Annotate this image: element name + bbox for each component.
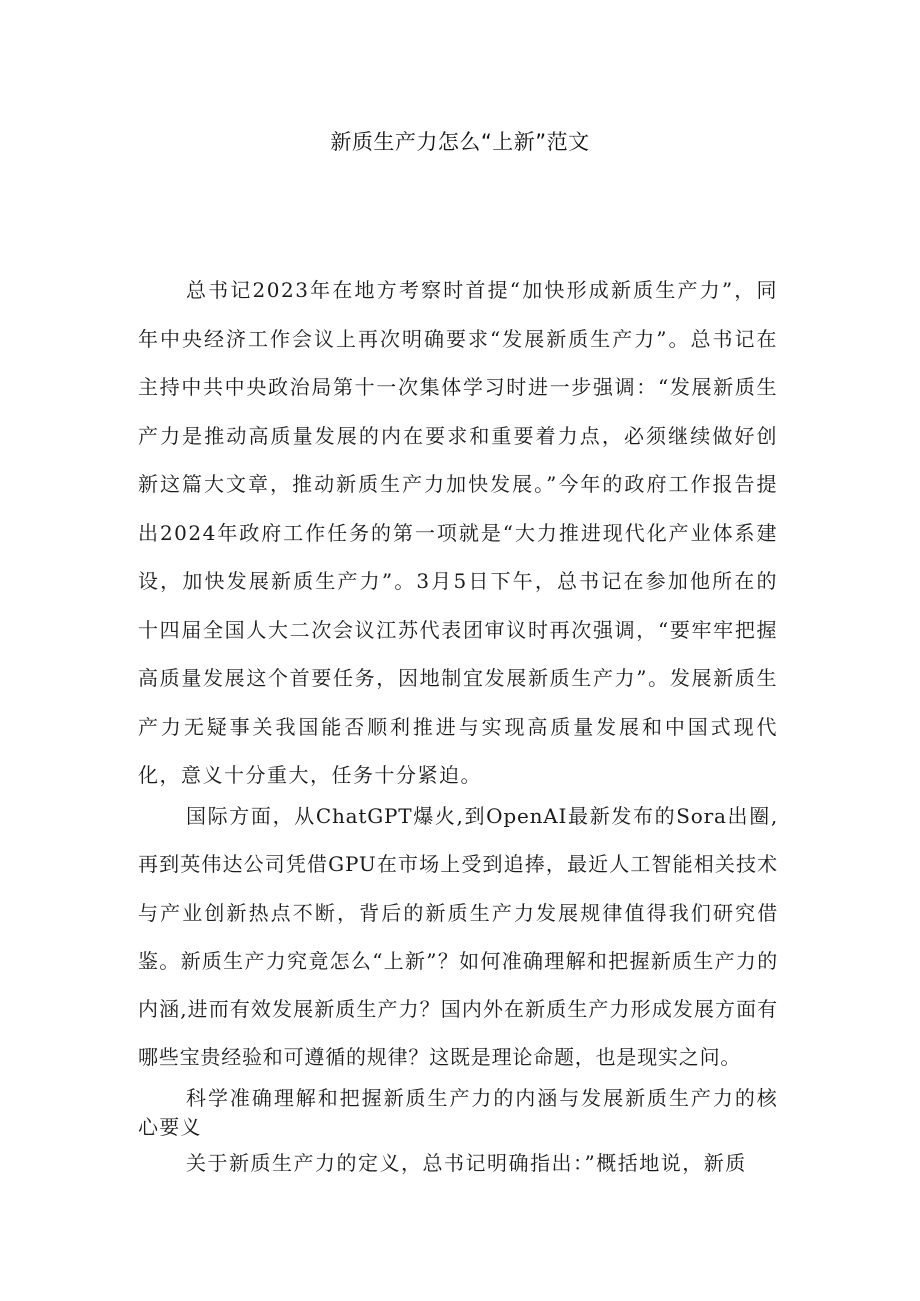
document-title: 新质生产力怎么“上新”范文 [330, 130, 590, 154]
paragraph-2: 国际方面，从ChatGPT爆火,到OpenAI最新发布的Sora出圈,再到英伟达公司凭借GPU在市场上受到追捧，最近人工智能相关技术与产业创新热点不断，背后的新质生产力发展规律值得我们研究借鉴。新质生产力究竟怎么“上新”？如何准确理解和把握新质生产力的内涵,进而有效发展新质生产力？国内外在新质生产力形成发展方面有哪些宝贵经验和可遵循的规律？这既是理论命题，也是现实之问。 [138, 804, 778, 1070]
paragraph-4: 关于新质生产力的定义，总书记明确指出：”概括地说，新质 [186, 1151, 747, 1175]
section-heading: 科学准确理解和把握新质生产力的内涵与发展新质生产力的核心要义 [138, 1086, 778, 1139]
paragraph-1: 总书记2023年在地方考察时首提“加快形成新质生产力”，同年中央经济工作会议上再次明确要求“发展新质生产力”。总书记在主持中共中央政治局第十一次集体学习时进一步强调：“发展新质生产力是推动高质量发展的内在要求和重要着力点，必须继续做好创新这篇大文章，推动新质生产力加快发展。”今年的政府工作报告提出2024年政府工作任务的第一项就是“大力推进现代化产业体系建设，加快发展新质生产力”。3月5日下午，总书记在参加他所在的十四届全国人大二次会议江苏代表团审议时再次强调，“要牢牢把握高质量发展这个首要任务，因地制宜发展新质生产力”。发展新质生产力无疑事关我国能否顺利推进与实现高质量发展和中国式现代化，意义十分重大，任务十分紧迫。 [138, 278, 778, 787]
